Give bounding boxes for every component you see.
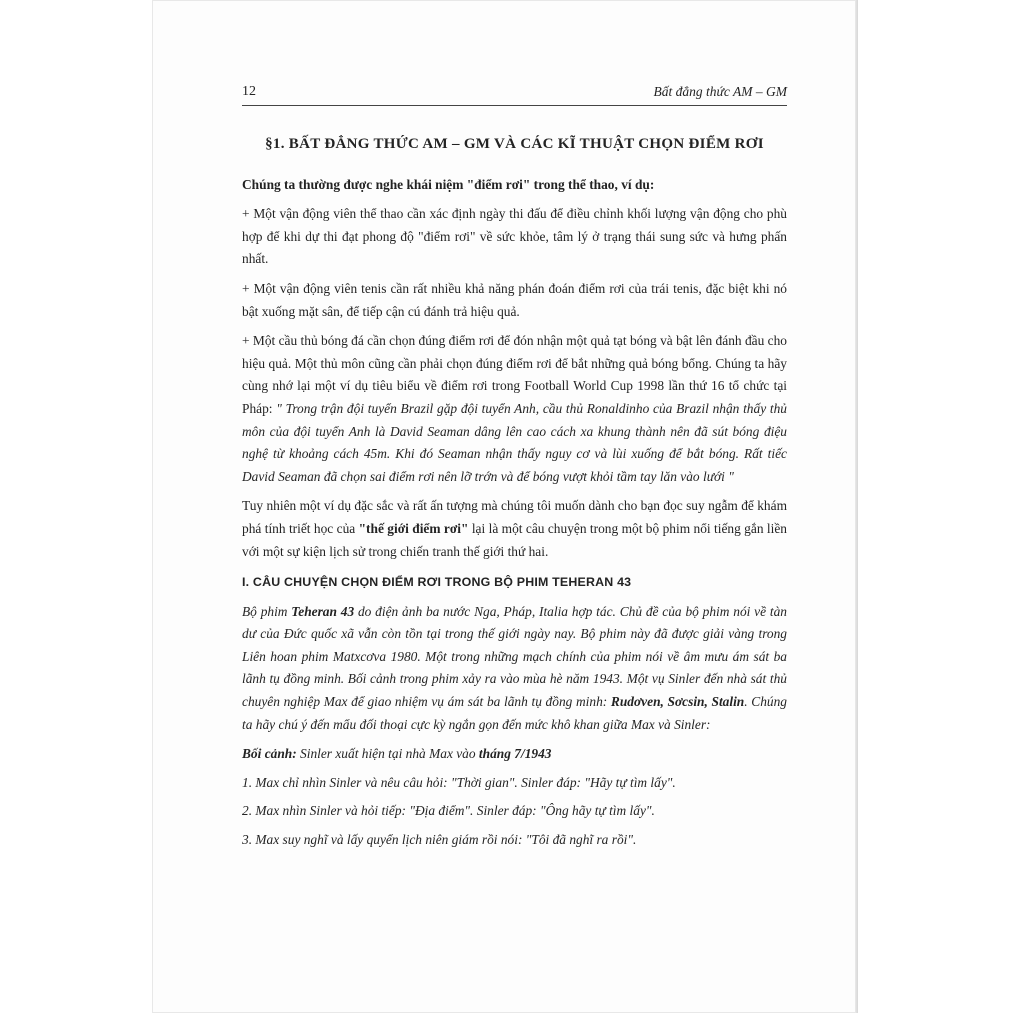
dialog-line: 1. Max chỉ nhìn Sinler và nêu câu hỏi: "Thời gian". Sinler đáp: "Hãy tự tìm lấy".	[242, 774, 676, 790]
context-date: tháng 7/1943	[478, 746, 552, 762]
running-title: Bất đẳng thức AM – GM	[653, 84, 787, 100]
paragraph-context	[242, 743, 787, 766]
dialog-list	[242, 772, 787, 852]
paragraph-athlete: + Một vận động viên thể thao cần xác định ngày thi đấu để điều chỉnh khối lượng vận động cho phù hợp để khi dự thi đạt phong độ "điểm rơi" về sức khỏe, tâm lý ở trạng thái sung sức và hưng phấn nhất.	[242, 206, 787, 267]
dialog-line: 2. Max nhìn Sinler và hỏi tiếp: "Địa điểm". Sinler đáp: "Ông hãy tự tìm lấy".	[242, 803, 655, 819]
paragraph-film-intro	[242, 495, 787, 563]
football-quote: " Trong trận đội tuyển Brazil gặp đội tuyển Anh, cầu thủ Ronaldinho của Brazil nhận thấy thủ môn của đội tuyển Anh là David Seaman dâng lên cao cách xa khung thành nên đã sút bóng điệu nghệ từ khoảng cách 45m. Khi đó Seaman nhận thấy nguy cơ và lùi xuống để bắt bóng. Rất tiếc David Seaman đã chọn sai điểm rơi nên lỡ trớn và để bóng vượt khỏi tầm tay lăn vào lưới "	[242, 400, 787, 484]
film-title: Teheran 43	[291, 603, 355, 619]
section-title: §1. BẤT ĐẲNG THỨC AM – GM VÀ CÁC KĨ THUẬT CHỌN ĐIỂM RƠI	[265, 136, 764, 152]
page-number: 12	[242, 84, 256, 100]
film-intro-end: lại là một câu chuyện trong một bộ phim nổi tiếng gắn liền với một sự kiện lịch sử trong chiến tranh thế giới thứ hai.	[242, 520, 787, 559]
film-text-2: do điện ảnh ba nước Nga, Pháp, Italia hợp tác. Chủ đề của bộ phim nói về tàn dư của Đức quốc xã vẫn còn tồn tại trong thế giới ngày nay. Bộ phim này đã được giải vàng trong Liên hoan phim Matxcơva 1980. Một trong những mạch chính của phim nói về âm mưu ám sát ba lãnh tụ đồng minh. Bối cảnh trong phim xảy ra vào mùa hè năm 1943. Một vụ Sinler đến nhà sát thủ chuyên nghiệp Max để giao nhiệm vụ ám sát ba lãnh tụ đồng minh:	[242, 603, 787, 710]
context-text: Sinler xuất hiện tại nhà Max vào	[296, 746, 479, 762]
paragraph-film	[242, 601, 787, 737]
film-intro-bold: "thế giới điểm rơi"	[358, 520, 469, 536]
film-intro-text: Tuy nhiên một ví dụ đặc sắc và rất ấn tượng mà chúng tôi muốn dành cho bạn đọc suy ngẫm để khám phá tính triết học của	[242, 498, 787, 536]
film-text-1: Bộ phim	[242, 603, 292, 619]
film-text-3: . Chúng ta hãy chú ý đến mẩu đối thoại cực kỳ ngắn gọn đến mức khô khan giữa Max và Sinler:	[242, 694, 787, 732]
paragraph-football	[242, 330, 787, 488]
intro-sentence: Chúng ta thường được nghe khái niệm "điểm rơi" trong thể thao, ví dụ:	[242, 176, 655, 192]
football-text: + Một cầu thủ bóng đá cần chọn đúng điểm rơi để đón nhận một quả tạt bóng và bật lên đánh đầu cho hiệu quả. Một thủ môn cũng cần phải chọn đúng điểm rơi để bắt những quả bóng bổng. Chúng ta hãy cùng nhớ lại một ví dụ tiêu biểu về điểm rơi trong Football World Cup 1998 lần thứ 16 tổ chức tại Pháp:	[242, 333, 787, 416]
context-label: Bối cảnh:	[242, 746, 297, 762]
paper-edge	[855, 0, 858, 1013]
paragraph-tennis: + Một vận động viên tenis cần rất nhiều khả năng phán đoán điểm rơi của trái tenis, đặc biệt khi nó bật xuống mặt sân, để tiếp cận cú đánh trả hiệu quả.	[242, 280, 787, 319]
running-header	[242, 84, 787, 106]
film-leaders: Rudơven, Sơcsin, Stalin	[610, 694, 745, 710]
subsection-heading: I. CÂU CHUYỆN CHỌN ĐIỂM RƠI TRONG BỘ PHIM TEHERAN 43	[242, 575, 632, 590]
page-content	[242, 84, 787, 852]
dialog-line: 3. Max suy nghĩ và lấy quyển lịch niên giám rồi nói: "Tôi đã nghĩ ra rồi".	[242, 832, 637, 848]
